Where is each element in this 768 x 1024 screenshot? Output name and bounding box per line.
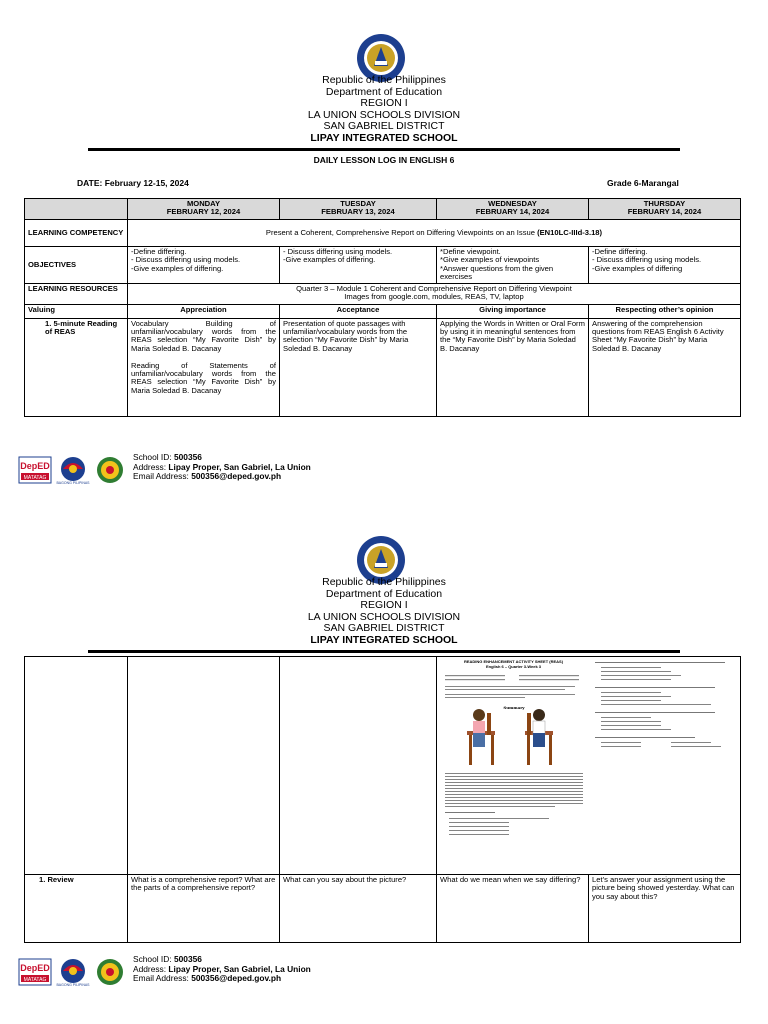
competency-label: LEARNING COMPETENCY: [25, 220, 128, 247]
email: Email Address: 500356@deped.gov.ph: [133, 973, 282, 984]
empty-cell: [280, 657, 437, 875]
svg-text:MATATAG: MATATAG: [23, 475, 47, 481]
resources-label: LEARNING RESOURCES: [25, 283, 128, 304]
reading-cell: Presentation of quote passages with unfamiliar/vocabulary words from the selection “My Favorite Dish” by Maria Soledad B. Dacanay: [280, 318, 437, 416]
day-header: WEDNESDAY FEBRUARY 14, 2024: [437, 199, 589, 220]
valuing-cell: Giving importance: [437, 304, 589, 318]
resources-text: Quarter 3 – Module 1 Coherent and Comprehensive Report on Differing Viewpoint Images from google.com, modules, REAS, TV, laptop: [128, 283, 741, 304]
svg-text:Summary: Summary: [502, 705, 525, 710]
lesson-date: DATE: February 12-15, 2024: [77, 178, 189, 188]
table-row: [25, 304, 741, 318]
reas-sheet-right: [591, 659, 739, 871]
empty-cell: [25, 657, 128, 875]
empty-cell: [128, 657, 280, 875]
letterhead-line: Republic of the Philippines: [322, 74, 446, 86]
table-row: [25, 318, 741, 416]
school-name: LIPAY INTEGRATED SCHOOL: [310, 131, 458, 144]
footer: [18, 453, 438, 487]
letterhead: [0, 75, 768, 144]
objectives-cell: *Define viewpoint. *Give examples of viewpoints *Answer questions from the given exercises: [437, 247, 589, 284]
table-row: [25, 247, 741, 284]
objectives-label: OBJECTIVES: [25, 247, 128, 284]
svg-text:DepED: DepED: [20, 461, 50, 471]
reas-sheet-left: READING ENHANCEMENT ACTIVITY SHEET (REAS) English 6 – Quarter 3-Week 3 Summary: [439, 659, 589, 871]
school-id: School ID: 500356: [133, 453, 202, 462]
valuing-cell: Acceptance: [280, 304, 437, 318]
reading-cell: Applying the Words in Written or Oral Form by using it in meaningful sentences from the “My Favorite Dish” by Maria Soledad B. Dacanay: [437, 318, 589, 416]
svg-text:BAGONG PILIPINAS: BAGONG PILIPINAS: [56, 481, 90, 485]
reas-activity-sheet-image: [437, 657, 741, 875]
grade-section: Grade 6-Marangal: [607, 178, 679, 188]
table-row: [25, 199, 741, 220]
letterhead-line: Department of Education: [325, 85, 443, 98]
lesson-log-table: [24, 198, 741, 417]
empty-header-cell: [25, 199, 128, 220]
objectives-cell: -Define differing. - Discuss differing using models. -Give examples of differing.: [128, 247, 280, 284]
review-label: 1. Review: [25, 875, 128, 943]
reading-cell: Answering of the comprehension questions from REAS English 6 Activity Sheet “My Favorite Dish” by Maria Soledad B. Dacanay: [589, 318, 741, 416]
valuing-cell: Respecting other’s opinion: [589, 304, 741, 318]
table-row: [25, 657, 741, 875]
lesson-log-table-continued: [24, 656, 741, 943]
day-header: THURSDAY FEBRUARY 14, 2024: [589, 199, 741, 220]
header-rule: [88, 148, 680, 151]
letterhead-line: Republic of the Philippines: [322, 576, 446, 588]
letterhead-line: SAN GABRIEL DISTRICT: [323, 120, 445, 132]
header-rule: [88, 650, 680, 653]
school-name: LIPAY INTEGRATED SCHOOL: [310, 633, 458, 646]
footer-info: [133, 955, 333, 984]
footer: [18, 955, 438, 989]
reading-cell: Vocabulary Building of unfamiliar/vocabulary words from the REAS selection “My Favorite Dish” by Maria Soledad B. Dacanay Reading of Statements of unfamiliar/vocabulary words from the REAS selection “My Favorite Dish” by Maria Soledad B. Dacanay: [128, 318, 280, 416]
day-header: TUESDAY FEBRUARY 13, 2024: [280, 199, 437, 220]
review-cell: What is a comprehensive report? What are the parts of a comprehensive report?: [128, 875, 280, 943]
day-header: MONDAY FEBRUARY 12, 2024: [128, 199, 280, 220]
email: Email Address: 500356@deped.gov.ph: [133, 471, 282, 482]
svg-text:MATATAG: MATATAG: [23, 977, 47, 983]
letterhead: [0, 577, 768, 646]
table-row: [25, 283, 741, 304]
letterhead-line: REGION I: [360, 97, 408, 109]
letterhead-line: Department of Education: [325, 587, 443, 600]
letterhead-line: LA UNION SCHOOLS DIVISION: [307, 610, 461, 623]
objectives-cell: - Discuss differing using models. -Give examples of differing.: [280, 247, 437, 284]
footer-logos: [18, 455, 128, 485]
letterhead-line: REGION I: [360, 599, 408, 611]
letterhead-line: LA UNION SCHOOLS DIVISION: [307, 108, 461, 121]
reading-label: 1. 5-minute Reading of REAS: [25, 318, 128, 416]
svg-text:BAGONG PILIPINAS: BAGONG PILIPINAS: [56, 983, 90, 987]
page-title: DAILY LESSON LOG IN ENGLISH 6: [313, 155, 455, 165]
review-cell: What can you say about the picture?: [280, 875, 437, 943]
competency-text: Present a Coherent, Comprehensive Report on Differing Viewpoints on an Issue (EN10LC-IIId-3.18): [128, 220, 741, 247]
svg-text:DepED: DepED: [20, 963, 50, 973]
letterhead-line: SAN GABRIEL DISTRICT: [323, 622, 445, 634]
address: Address: Lipay Proper, San Gabriel, La Union: [133, 963, 311, 974]
footer-info: [133, 453, 333, 482]
objectives-cell: -Define differing. - Discuss differing using models. -Give examples of differing: [589, 247, 741, 284]
review-cell: What do we mean when we say differing?: [437, 875, 589, 943]
review-cell: Let’s answer your assignment using the picture being showed yesterday. What can you say about this?: [589, 875, 741, 943]
table-row: [25, 220, 741, 247]
table-row: [25, 875, 741, 943]
valuing-cell: Appreciation: [128, 304, 280, 318]
footer-logos: [18, 957, 128, 987]
valuing-label: Valuing: [25, 304, 128, 318]
address: Address: Lipay Proper, San Gabriel, La Union: [133, 461, 311, 472]
school-id: School ID: 500356: [133, 955, 202, 964]
